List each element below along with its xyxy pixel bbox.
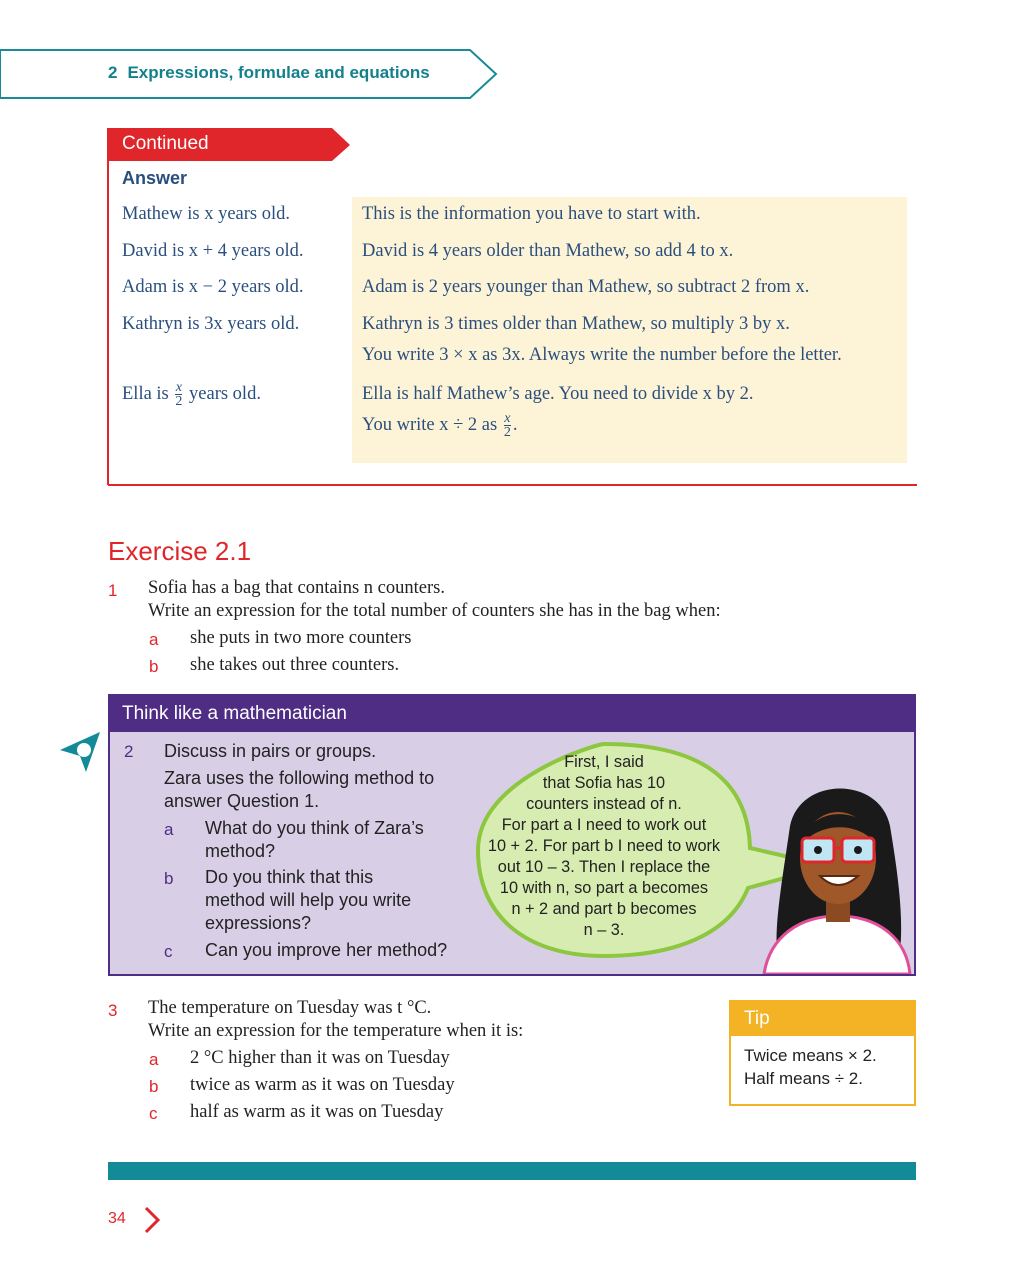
- question-3c-text: half as warm as it was on Tuesday: [190, 1102, 444, 1122]
- zara-illustration: [760, 766, 914, 974]
- question-2b-line-1: Do you think that this: [205, 867, 374, 887]
- answer-kathryn: Kathryn is 3x years old.: [122, 314, 300, 334]
- fraction-x-over-2-note: $\frac{x}{2}$: [503, 411, 511, 440]
- answer-adam: Adam is x − 2 years old.: [122, 277, 304, 297]
- answer-heading: Answer: [122, 168, 188, 188]
- question-1b-text: she takes out three counters.: [190, 655, 400, 675]
- question-2c-letter: c: [164, 942, 173, 961]
- answer-ella-after: years old.: [189, 383, 261, 404]
- chapter-header: [108, 63, 430, 83]
- note-ella-1: Ella is half Mathew’s age. You need to divide x by 2.: [362, 384, 754, 404]
- question-3-line-1: The temperature on Tuesday was t °C.: [148, 998, 432, 1018]
- question-1a-text: she puts in two more counters: [190, 628, 412, 648]
- tip-line-1: Twice means × 2.: [744, 1046, 877, 1065]
- question-2a-letter: a: [164, 820, 174, 839]
- answer-david: David is x + 4 years old.: [122, 241, 304, 261]
- question-2a-line-1: What do you think of Zara’s: [205, 818, 424, 838]
- exercise-title: Exercise 2.1: [108, 536, 252, 566]
- question-2b-line-2: method will help you write: [205, 890, 412, 910]
- think-heading: Think like a mathematician: [122, 703, 347, 724]
- continued-tab-label: Continued: [122, 133, 209, 154]
- question-2-number: 2: [124, 742, 134, 761]
- chapter-number: 2: [108, 63, 118, 82]
- question-1-line-2: Write an expression for the total number of counters she has in the bag when:: [148, 601, 721, 621]
- tip-heading: Tip: [744, 1008, 770, 1029]
- note-david: David is 4 years older than Mathew, so add 4 to x.: [362, 241, 734, 261]
- note-kathryn-2: You write 3 × x as 3x. Always write the number before the letter.: [362, 345, 842, 365]
- question-3-line-2: Write an expression for the temperature when it is:: [148, 1021, 524, 1041]
- compass-icon: [58, 728, 102, 774]
- question-1-line-1: Sofia has a bag that contains n counters.: [148, 578, 445, 598]
- think-line-3: answer Question 1.: [164, 791, 320, 811]
- question-3-number: 3: [108, 1001, 118, 1020]
- speech-bubble-text: First, I said that Sofia has 10 counters instead of n. For part a I need to work out 10 + 2. For part b I need to work out 10 – 3. Then I replace the 10 with n, so part a becomes n + 2 and part b becomes n – 3.: [487, 753, 721, 939]
- question-3a-text: 2 °C higher than it was on Tuesday: [190, 1048, 450, 1068]
- page-number: 34: [108, 1210, 126, 1227]
- question-2a-line-2: method?: [205, 841, 276, 861]
- answer-ella-before: Ella is: [122, 383, 169, 404]
- question-3c-letter: c: [149, 1104, 158, 1123]
- fraction-x-over-2: $\frac{x}{2}$: [175, 380, 183, 409]
- question-2b-line-3: expressions?: [205, 913, 312, 933]
- question-1a-letter: a: [149, 630, 159, 649]
- chevron-right-icon: [143, 1205, 161, 1235]
- note-ella-2: You write x ÷ 2 as $\frac{x}{2}$ .: [362, 411, 518, 440]
- note-adam: Adam is 2 years younger than Mathew, so subtract 2 from x.: [362, 277, 810, 297]
- chapter-title: Expressions, formulae and equations: [127, 63, 430, 82]
- note-kathryn-1: Kathryn is 3 times older than Mathew, so multiply 3 by x.: [362, 314, 790, 334]
- think-line-1: Discuss in pairs or groups.: [164, 741, 377, 761]
- note-mathew: This is the information you have to start with.: [362, 204, 701, 224]
- question-1b-letter: b: [149, 657, 159, 676]
- footer-bar: [108, 1162, 916, 1180]
- question-2c-text: Can you improve her method?: [205, 940, 448, 960]
- answer-mathew: Mathew is x years old.: [122, 204, 291, 224]
- tip-line-2: Half means ÷ 2.: [744, 1069, 863, 1088]
- think-line-2: Zara uses the following method to: [164, 768, 435, 788]
- question-2b-letter: b: [164, 869, 174, 888]
- question-3a-letter: a: [149, 1050, 159, 1069]
- question-3b-text: twice as warm as it was on Tuesday: [190, 1075, 455, 1095]
- answer-ella: [122, 381, 261, 408]
- question-1-number: 1: [108, 581, 118, 600]
- question-3b-letter: b: [149, 1077, 159, 1096]
